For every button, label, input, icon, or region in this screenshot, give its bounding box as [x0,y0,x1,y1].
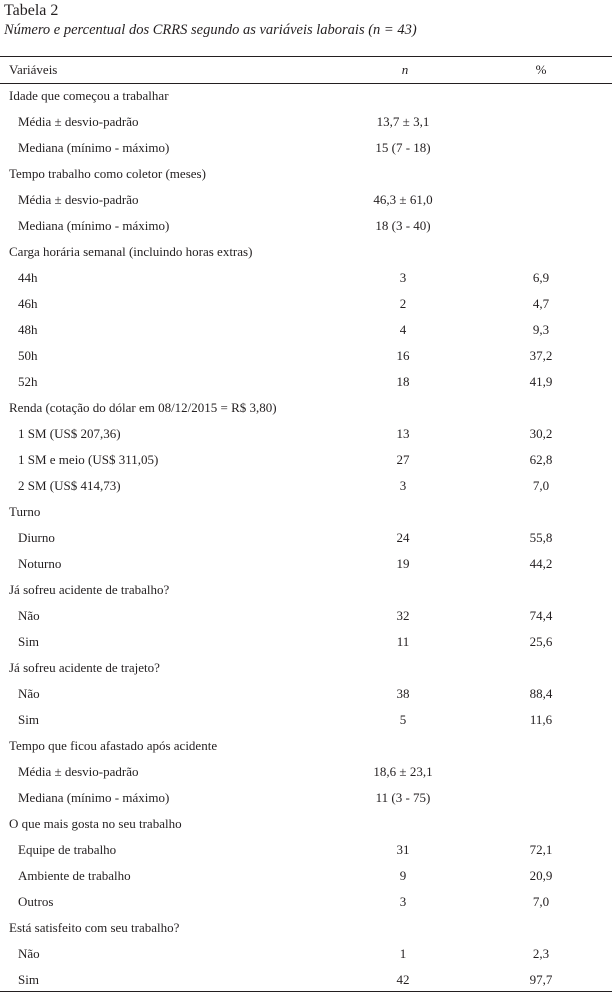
row-n-value: 11 [396,634,410,649]
table-row [0,603,612,629]
table-row [0,317,612,343]
header-percent-label: % [535,62,547,77]
row-n-value: 13,7 ± 3,1 [376,114,430,129]
row-n-value: 4 [399,322,407,337]
row-label: Não [18,686,40,701]
row-n-value: 3 [399,270,407,285]
row-label: Não [18,608,40,623]
row-n-value: 46,3 ± 61,0 [373,192,433,207]
row-label: 52h [18,374,38,389]
row-percent-value: 11,6 [529,712,553,727]
row-percent-value: 6,9 [532,270,550,285]
row-label: Tempo trabalho como coletor (meses) [9,166,206,181]
row-n-value: 38 [396,686,410,701]
table-group-row [0,161,612,187]
row-label: Mediana (mínimo - máximo) [18,790,170,805]
row-percent-value: 9,3 [532,322,550,337]
table-group-row [0,395,612,421]
row-label: Média ± desvio-padrão [18,764,139,779]
row-label: Sim [18,634,39,649]
row-n-value: 18,6 ± 23,1 [373,764,433,779]
row-percent-value: 41,9 [529,374,553,389]
table-row [0,941,612,967]
table-row [0,525,612,551]
row-label: 2 SM (US$ 414,73) [18,478,121,493]
row-percent-value: 72,1 [529,842,553,857]
row-percent-value: 74,4 [529,608,553,623]
row-n-value: 11 (3 - 75) [375,790,431,805]
row-n-value: 3 [399,894,407,909]
table-group-row [0,733,612,759]
table-row [0,187,612,213]
row-label: Já sofreu acidente de trabalho? [9,582,170,597]
table-header [0,57,612,83]
table-row [0,837,612,863]
row-n-value: 3 [399,478,407,493]
row-label: Equipe de trabalho [18,842,117,857]
table-row [0,213,612,239]
table-row [0,681,612,707]
row-label: 50h [18,348,38,363]
table-row [0,473,612,499]
table-row [0,759,612,785]
row-label: Ambiente de trabalho [18,868,131,883]
header-n-label: n [401,62,409,77]
row-label: Carga horária semanal (incluindo horas extras) [9,244,253,259]
row-label: 1 SM e meio (US$ 311,05) [18,452,159,467]
row-label: Diurno [18,530,55,545]
row-label: Turno [9,504,41,519]
row-label: 48h [18,322,38,337]
row-label: 1 SM (US$ 207,36) [18,426,121,441]
row-label: Tempo que ficou afastado após acidente [9,738,218,753]
row-label: Mediana (mínimo - máximo) [18,140,170,155]
table-row [0,447,612,473]
table-row [0,707,612,733]
table-row [0,291,612,317]
table-group-row [0,655,612,681]
row-percent-value: 25,6 [529,634,553,649]
table-group-row [0,239,612,265]
row-label: Sim [18,972,39,987]
table-row [0,421,612,447]
row-label: Média ± desvio-padrão [18,192,139,207]
row-label: O que mais gosta no seu trabalho [9,816,182,831]
table-body [0,83,612,993]
row-percent-value: 44,2 [529,556,553,571]
table-group-row [0,499,612,525]
row-label: Não [18,946,40,961]
row-percent-value: 2,3 [532,946,550,961]
row-label: Está satisfeito com seu trabalho? [9,920,180,935]
table-row [0,551,612,577]
row-percent-value: 97,7 [529,972,553,987]
row-percent-value: 7,0 [532,894,550,909]
table-row [0,265,612,291]
table-row [0,109,612,135]
table-group-row [0,83,612,109]
table-row [0,343,612,369]
table-group-row [0,577,612,603]
row-n-value: 2 [399,296,407,311]
table-group-row [0,811,612,837]
table-row [0,863,612,889]
header-variable: Variáveis [9,62,58,77]
table-row [0,967,612,993]
row-label: Renda (cotação do dólar em 08/12/2015 = R$ 3,80) [9,400,277,415]
row-n-value: 24 [396,530,410,545]
row-n-value: 9 [399,868,407,883]
table-title: Tabela 2 [4,2,59,19]
row-n-value: 19 [396,556,410,571]
row-label: 46h [18,296,38,311]
table-row [0,785,612,811]
row-label: Outros [18,894,54,909]
row-percent-value: 20,9 [529,868,553,883]
table-row [0,369,612,395]
table-row [0,135,612,161]
row-percent-value: 88,4 [529,686,553,701]
row-label: Média ± desvio-padrão [18,114,139,129]
row-percent-value: 7,0 [532,478,550,493]
table-group-row [0,915,612,941]
row-n-value: 18 [396,374,410,389]
row-percent-value: 4,7 [532,296,550,311]
row-label: Mediana (mínimo - máximo) [18,218,170,233]
row-n-value: 27 [396,452,410,467]
row-n-value: 5 [399,712,407,727]
row-percent-value: 37,2 [529,348,553,363]
table-row [0,889,612,915]
row-n-value: 13 [396,426,410,441]
row-n-value: 31 [396,842,410,857]
row-n-value: 42 [396,972,410,987]
row-n-value: 18 (3 - 40) [375,218,431,233]
row-n-value: 16 [396,348,410,363]
row-percent-value: 30,2 [529,426,553,441]
row-label: Noturno [18,556,62,571]
row-n-value: 15 (7 - 18) [375,140,431,155]
table-caption: Número e percentual dos CRRS segundo as variáveis laborais (n = 43) [4,22,417,38]
row-label: Sim [18,712,39,727]
table-row [0,629,612,655]
row-label: Idade que começou a trabalhar [9,88,169,103]
row-label: Já sofreu acidente de trajeto? [9,660,160,675]
row-label: 44h [18,270,38,285]
row-n-value: 1 [399,946,407,961]
row-percent-value: 62,8 [529,452,553,467]
row-percent-value: 55,8 [529,530,553,545]
row-n-value: 32 [396,608,410,623]
